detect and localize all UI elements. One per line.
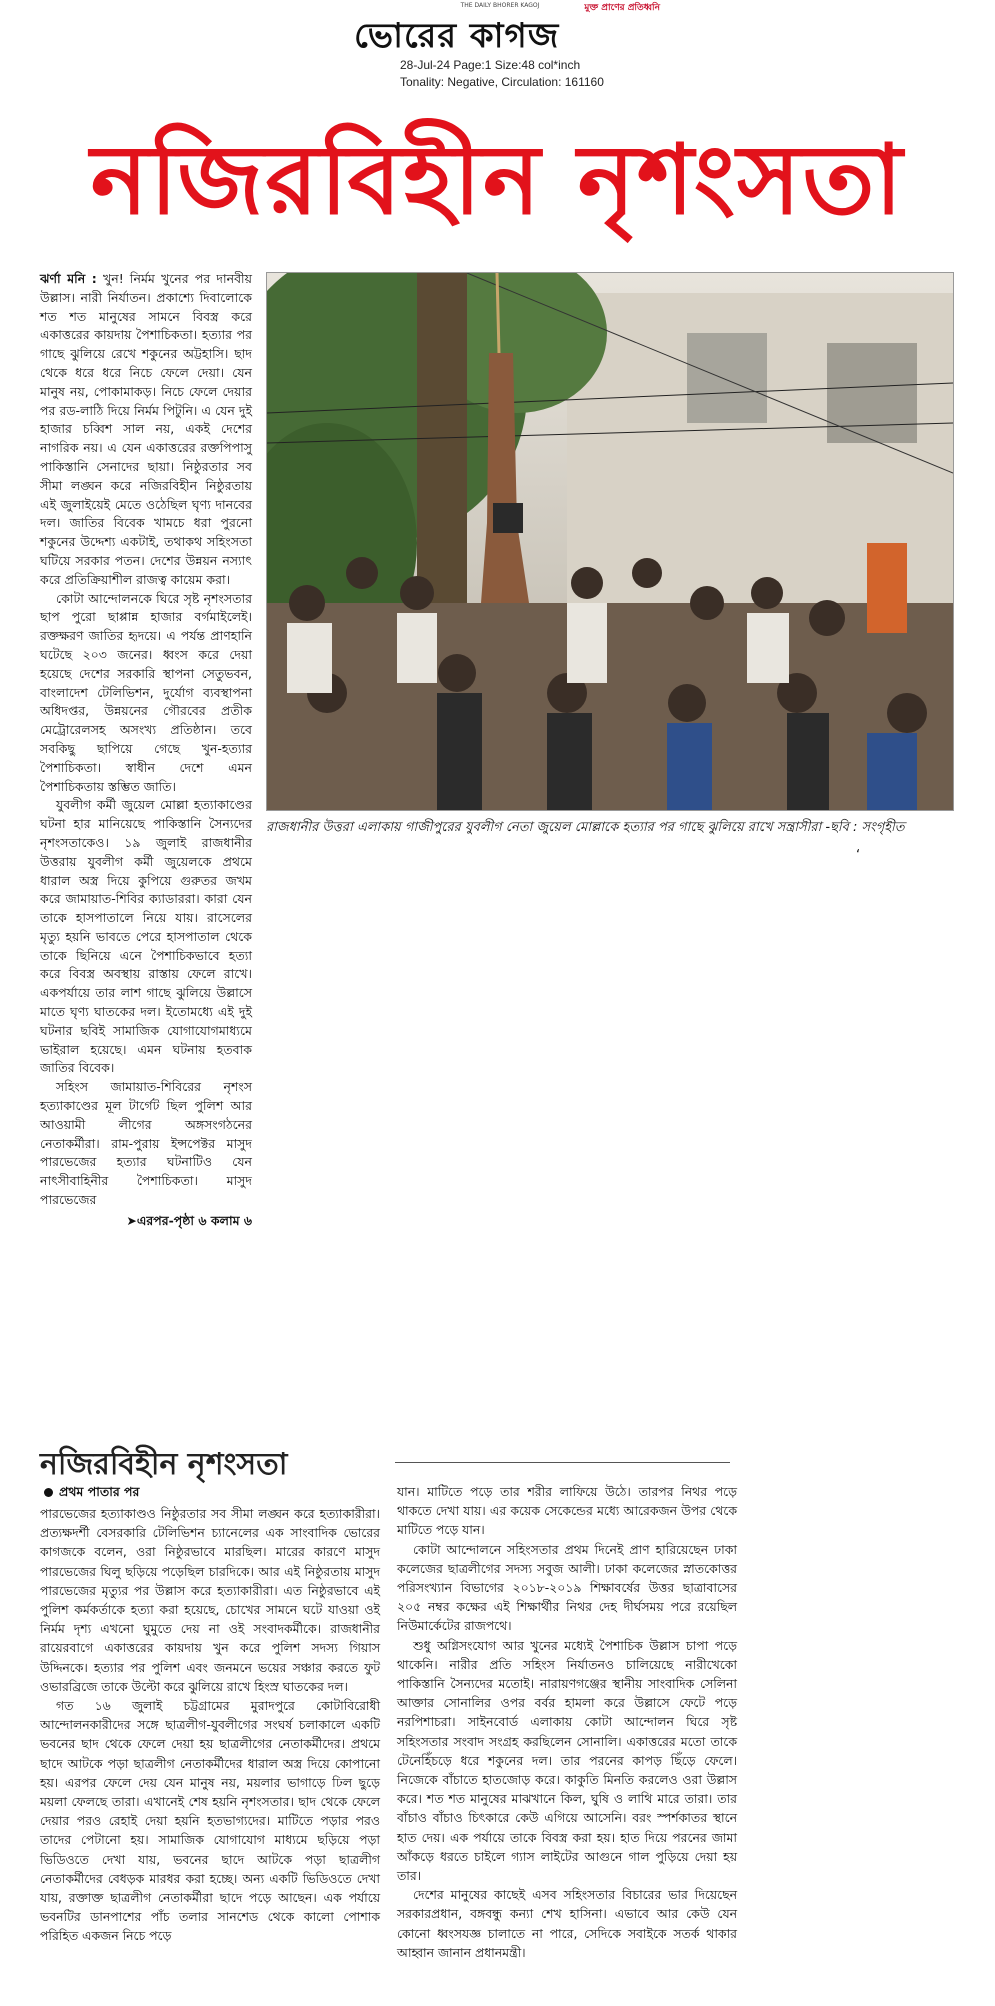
article-paragraph: পারভেজের হত্যাকাণ্ডও নিষ্ঠুরতার সব সীমা লঙ্ঘন করে হত্যাকারীরা। প্রত্যক্ষদর্শী বেসরকারি টেলিভিশন চ্যানেলের এক সাংবাদিক ভোরের কাগজকে বলেন, ওরা নিষ্ঠুরভাবে মারছিল। মারের কারণে মাসুদ পারভেজের ঘিলু ছড়িয়ে পড়েছিল চারদিকে। আর এই নিষ্ঠুরতায় মাসুদ পারভেজের মৃত্যুর পর উল্লাস করে হত্যাকারীরা। এত নিষ্ঠুরভাবে এই পুলিশ কর্মকর্তাকে হত্যা করা হয়েছে, চোখের সামনে ঘটে যাওয়া ওই নির্মম দৃশ্য এখনো ঘুমুতে দেয় না ওই সংবাদকর্মীকে। রাজধানীর রায়েরবাগে একাত্তরের কায়দায় খুন করে পুলিশ সদস্য গিয়াস উদ্দিনকে। হত্যার পর পুলিশ এবং জনমনে ভয়ের সঞ্চার করতে ফুট ওভারব্রিজে তাকে উল্টো করে ঝুলিয়ে রাখে হিংস্র ঘাতকের দল। bbox=[40, 1506, 380, 1694]
continued-from-note bbox=[44, 1484, 139, 1504]
masthead bbox=[340, 0, 660, 95]
continued-on-note: ➤এরপর-পৃষ্ঠা ৬ কলাম ৬ bbox=[126, 1212, 252, 1228]
masthead-english-name: THE DAILY BHORER KAGOJ bbox=[460, 2, 540, 9]
continued-from-text: প্রথম পাতার পর bbox=[59, 1484, 140, 1499]
headline: নজিরবিহীন নৃশংসতা bbox=[90, 124, 905, 236]
photo-caption: রাজধানীর উত্তরা এলাকায় গাজীপুরের যুবলীগ নেতা জুয়েল মোল্লাকে হত্যার পর গাছে ঝুলিয়ে রাখে সন্ত্রাসীরা -ছবি : সংগৃহীত bbox=[266, 820, 905, 835]
article-paragraph: যান। মাটিতে পড়ে তার শরীর লাফিয়ে উঠে। তারপর নিথর পড়ে থাকতে দেখা যায়। এর কয়েক সেকেন্ডের মধ্যে আরেকজন উপর থেকে মাটিতে পড়ে যান। bbox=[397, 1484, 737, 1538]
paragraph-text: খুন! নির্মম খুনের পর দানবীয় উল্লাস। নারী নির্যাতন। প্রকাশ্যে দিবালোকে শত শত মানুষের সামনে বিবস্ত্র করে একাত্তরের কায়দায় পৈশাচিকতা। হত্যার পর গাছে ঝুলিয়ে রেখে শকুনের অট্টহাসি। ছাদ থেকে ধরে ধরে নিচে ফেলে দেয়া। যেন মানুষ নয়, পোকামাকড়। নিচে ফেলে দেয়ার পর রড-লাঠি দিয়ে নির্মম পিটুনি। এ যেন দুই হাজার চব্বিশ সাল নয়, একই দেশের নাগরিক নয়। এ যেন একাত্তরের রক্তপিপাসু পাকিস্তানি সেনাদের ছায়া। নিষ্ঠুরতার সব সীমা লঙ্ঘন করে নজিরবিহীন নিষ্ঠুরতায় এই জুলাইয়েই মেতে ওঠেছিল ঘৃণ্য দানবের দল। জাতির বিবেক খামচে ধরা পুরনো শকুনের উদ্দেশ্য একটাই, তথাকথ সহিংসতা ঘটিয়ে সরকার পতন। দেশের উন্নয়ন নস্যাৎ করে প্রতিক্রিয়াশীল রাজত্ব কায়েম করা। bbox=[40, 271, 252, 587]
newspaper-logo: ভোরের কাগজ bbox=[354, 16, 560, 56]
article-paragraph: গত ১৬ জুলাই চট্টগ্রামের মুরাদপুরে কোটাবিরোধী আন্দোলনকারীদের সঙ্গে ছাত্রলীগ-যুবলীগের সংঘর্ষ চলাকালে একটি ভবনের ছাদ থেকে ফেলে দেয়া হয় ছাত্রলীগের নেতাকর্মীদের। প্রথমে ছাদে আটকে পড়া ছাত্রলীগ নেতাকর্মীদের ধারাল অস্ত্র দিয়ে কোপানো হয়। এরপর ফেলে দেয় যেন মানুষ নয়, ময়লার ভাগাড়ে ঢিল ছুড়ে ময়লা ফেলছে তারা। এখানেই শেষ হয়নি নৃশংসতার। ছাদ থেকে ফেলে দেয়ার পরও রেহাই দেয়া হয়নি হতভাগ্যদের। মাটিতে পড়ার পরও তাদের পেটানো হয়। সামাজিক যোগাযোগ মাধ্যমে ছড়িয়ে পড়া ভিডিওতে দেখা যায়, ভবনের ছাদে আটকে পড়া ছাত্রলীগ নেতাকর্মীদের বেধড়ক মারধর করা হচ্ছে। অন্য একটি ভিডিওতে দেখা যায়, রক্তাক্ত ছাত্রলীগ নেতাকর্মীরা ছাদে পড়ে আছেন। এক পর্যায়ে ভবনটির ডানপাশের পাঁচ তলার সানশেড থেকে কালো পোশাক পরিহিত একজন নিচে পড়ে bbox=[40, 1698, 380, 1944]
bullet-icon bbox=[44, 1488, 53, 1497]
clipping-meta-date: 28-Jul-24 Page:1 Size:48 col*inch bbox=[400, 58, 581, 72]
article-paragraph: কোটা আন্দোলনকে ঘিরে সৃষ্ট নৃশংসতার ছাপ পুরো ছাপ্পান্ন হাজার বর্গমাইলেই। রক্তক্ষরণ জাতির হৃদয়ে। এ পর্যন্ত প্রাণহানি ঘটেছে ২০৩ জনের। ধ্বংস করে দেয়া হয়েছে দেশের সরকারি স্থাপনা সেতুভবন, বাংলাদেশ টেলিভিশন, দুর্যোগ ব্যবস্থাপনা অধিদপ্তর, উন্নয়নের গৌরবের প্রতীক মেট্রোরেলসহ অসংখ্য প্রতিষ্ঠান। তবে সবকিছু ছাপিয়ে গেছে খুন-হত্যার পৈশাচিকতা। স্বাধীন দেশে এমন পৈশাচিকতায় স্তম্ভিত জাতি। bbox=[40, 590, 252, 794]
continuation-column-2 bbox=[397, 1482, 737, 1962]
byline: ঝর্ণা মনি : bbox=[40, 271, 97, 286]
photo-illustration bbox=[267, 273, 953, 810]
stray-mark: ‘ bbox=[856, 848, 861, 863]
title-rule bbox=[395, 1462, 730, 1463]
continuation-column-1 bbox=[40, 1504, 380, 1946]
article-paragraph: যুবলীগ কর্মী জুয়েল মোল্লা হত্যাকাণ্ডের ঘটনা হার মানিয়েছে পাকিস্তানি সৈন্যদের নৃশংসতাকেও। ১৯ জুলাই রাজধানীর উত্তরায় যুবলীগ কর্মী জুয়েলকে প্রথমে ধারাল অস্ত্র দিয়ে কুপিয়ে গুরুতর জখম করে জামায়াত-শিবির ক্যাডাররা। কারা যেন তাকে হাসপাতালে নিয়ে যায়। রাসেলের মৃত্যু হয়নি ভাবতে পেরে হাসপাতাল থেকে তাকে ছিনিয়ে এনে পৈশাচিকভাবে হত্যা করে বিবস্ত্র অবস্থায় রাস্তায় ফেলে রাখে। একপর্যায়ে তার লাশ গাছে ঝুলিয়ে উল্লাসে মাতে ঘৃণ্য ঘাতকের দল। ইতোমধ্যে এই দুই ঘটনার ছবিই সামাজিক যোগাযোগমাধ্যমে ভাইরাল হয়েছে। এমন ঘটনায় হতবাক জাতির বিবেক। bbox=[40, 797, 252, 1076]
article-paragraph: শুধু অগ্নিসংযোগ আর খুনের মধ্যেই পৈশাচিক উল্লাস চাপা পড়ে থাকেনি। নারীর প্রতি সহিংস নির্যাতনও চালিয়েছে নারীখেকো পাকিস্তানি সৈন্যদের মতোই। নারায়ণগঞ্জের স্থানীয় সাংবাদিক সেলিনা আক্তার সোনালির ওপর বর্বর হামলা করে উল্লাসে ফেটে পড়ে নরপিশাচরা। সাইনবোর্ড এলাকায় কোটা আন্দোলন ঘিরে সৃষ্ট সহিংসতার সংবাদ সংগ্রহ করছিলেন সোনালি। একাত্তরের মতো তাকে টেনেহিঁচড়ে ধরে শকুনের দল। তার পরনের কাপড় ছিঁড়ে ফেলে। নিজেকে বাঁচাতে হাতজোড় করে। কাকুতি মিনতি করলেও ওরা উল্লাস করে। শত শত মানুষের মাঝখানে কিল, ঘুষি ও লাথি মারে তারা। তার বাঁচাও বাঁচাও চিৎকারে কেউ এগিয়ে আসেনি। বরং স্পর্শকাতর স্থানে হাত দেয়। এক পর্যায়ে তাকে বিবস্ত্র করা হয়। হাত দিয়ে পরনের জামা আঁকড়ে ধরতে চাইলে গ্যাস লাইটের আগুনে গাল পুড়িয়ে দেয়া হয় তার। bbox=[397, 1637, 737, 1884]
article-paragraph bbox=[40, 270, 252, 590]
clipping-meta-tonality: Tonality: Negative, Circulation: 161160 bbox=[400, 75, 604, 89]
masthead-tagline: মুক্ত প্রাণের প্রতিধ্বনি bbox=[584, 3, 660, 13]
article-body bbox=[40, 270, 252, 1231]
article-paragraph: সহিংস জামায়াত-শিবিরের নৃশংস হত্যাকাণ্ডের মূল টার্গেট ছিল পুলিশ আর আওয়ামী লীগের অঙ্গসংগঠনের নেতাকর্মীরা। রাম-পুরায় ইন্সপেক্টর মাসুদ পারভেজের হত্যার ঘটনাটিও যেন নাৎসীবাহিনীর পৈশাচিকতা। মাসুদ পারভেজের bbox=[40, 1079, 252, 1208]
continuation-title: নজিরবিহীন নৃশংসতা bbox=[40, 1447, 288, 1482]
article-paragraph: দেশের মানুষের কাছেই এসব সহিংসতার বিচারের ভার দিয়েছেন সরকারপ্রধান, বঙ্গবন্ধু কন্যা শেখ হাসিনা। এভাবে আর কেউ যেন কোনো ধ্বংসযজ্ঞ চালাতে না পারে, সেদিকে সবাইকে সতর্ক থাকার আহ্বান জানান প্রধানমন্ত্রী। bbox=[397, 1887, 737, 1960]
news-photo bbox=[266, 272, 954, 811]
article-paragraph: কোটা আন্দোলনে সহিংসতার প্রথম দিনেই প্রাণ হারিয়েছেন ঢাকা কলেজের ছাত্রলীগের সদস্য সবুজ আলী। ঢাকা কলেজের স্নাতকোত্তর পরিসংখ্যান বিভাগের ২০১৮-২০১৯ শিক্ষাবর্ষের উত্তর ছাত্রাবাসের ২০৫ নম্বর কক্ষের এই শিক্ষার্থীর নিথর দেহ দীর্ঘসময় পরে রয়েছিল নিউমার্কেটের রাজপথে। bbox=[397, 1541, 737, 1634]
